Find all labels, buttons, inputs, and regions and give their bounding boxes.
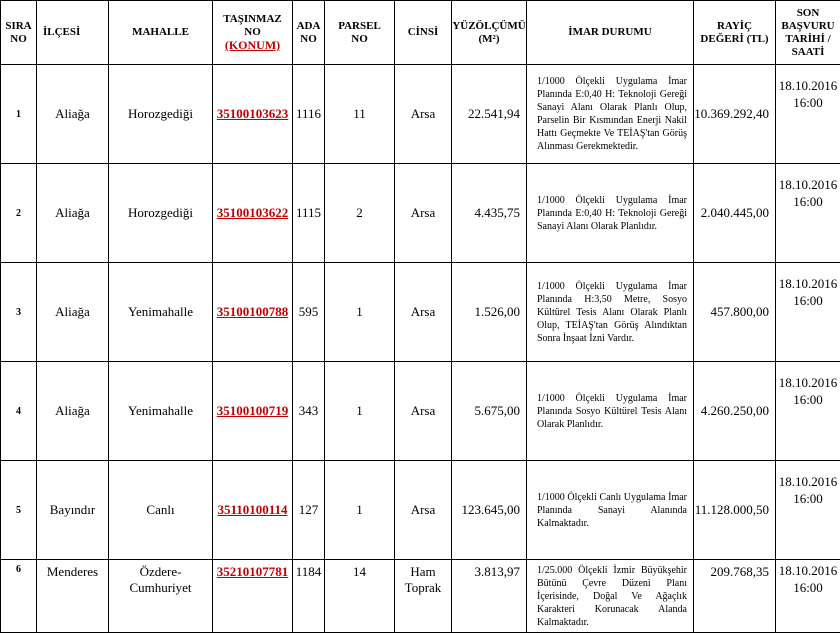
tasinmaz-cell [213, 263, 293, 362]
cell-line: Arsa [395, 502, 451, 518]
table-row [1, 263, 840, 362]
tasinmaz-cell [213, 164, 293, 263]
son-basvuru-tarih: 18.10.2016 [776, 176, 840, 193]
yuzolcumu-cell: 123.645,00 [452, 461, 527, 560]
col-header-sira: SIRA NO [1, 1, 37, 65]
ada-cell: 343 [293, 362, 325, 461]
tasinmaz-cell [213, 65, 293, 164]
imar-durumu-cell: 1/1000 Ölçekli Uygulama İmar Planında E:0,40 H: Teknoloji Gereği Sanayi Alanı Olarak Planlı Olup, Parselin Bir Kısmından Enerji Nakil Hattı Geçmekte Ve TEİAŞ'tan Görüş Alınması Gerekmektedir. [527, 65, 694, 164]
parsel-cell: 2 [325, 164, 395, 263]
son-basvuru-cell [776, 560, 840, 633]
ada-cell: 1115 [293, 164, 325, 263]
rayic-degeri-cell: 10.369.292,40 [694, 65, 776, 164]
tasinmaz-cell [213, 560, 293, 633]
yuzolcumu-cell: 3.813,97 [452, 560, 527, 633]
col-header-cinsi: CİNSİ [395, 1, 452, 65]
ada-cell: 127 [293, 461, 325, 560]
parsel-cell: 1 [325, 362, 395, 461]
row-number: 2 [1, 164, 37, 263]
cell-line: Toprak [395, 580, 451, 596]
son-basvuru-tarih: 18.10.2016 [776, 77, 840, 94]
son-basvuru-tarih: 18.10.2016 [776, 562, 840, 579]
parsel-cell: 1 [325, 263, 395, 362]
son-basvuru-cell [776, 263, 840, 362]
parsel-cell: 11 [325, 65, 395, 164]
son-basvuru-saat: 16:00 [776, 193, 840, 210]
row-number: 6 [1, 560, 37, 633]
son-basvuru-saat: 16:00 [776, 579, 840, 596]
rayic-degeri-cell: 11.128.000,50 [694, 461, 776, 560]
cell-line: Özdere- [109, 564, 212, 580]
col-header-tasinmaz: TAŞINMAZ NO (KONUM) [213, 1, 293, 65]
cell-line: Ham [395, 564, 451, 580]
col-header-yuzolcumu: YÜZÖLÇÜMÜ (M²) [452, 1, 527, 65]
cinsi-cell [395, 164, 452, 263]
rayic-degeri-cell: 457.800,00 [694, 263, 776, 362]
son-basvuru-tarih: 18.10.2016 [776, 275, 840, 292]
cinsi-cell [395, 263, 452, 362]
son-basvuru-saat: 16:00 [776, 490, 840, 507]
col-header-imar: İMAR DURUMU [527, 1, 694, 65]
son-basvuru-cell [776, 461, 840, 560]
col-header-son-basvuru: SON BAŞVURU TARİHİ / SAATİ [776, 1, 840, 65]
row-number: 3 [1, 263, 37, 362]
cinsi-cell [395, 461, 452, 560]
tasinmaz-cell [213, 461, 293, 560]
cinsi-cell [395, 65, 452, 164]
col-header-parsel: PARSEL NO [325, 1, 395, 65]
son-basvuru-saat: 16:00 [776, 391, 840, 408]
imar-durumu-cell: 1/1000 Ölçekli Uygulama İmar Planında E:0,40 H: Teknoloji Gereği Sanayi Alanı Olarak Planlıdır. [527, 164, 694, 263]
son-basvuru-cell [776, 362, 840, 461]
col-header-rayic: RAYİÇ DEĞERİ (TL) [694, 1, 776, 65]
parsel-cell: 1 [325, 461, 395, 560]
table-row [1, 65, 840, 164]
mahalle-cell [109, 560, 213, 633]
mahalle-cell [109, 65, 213, 164]
row-number: 4 [1, 362, 37, 461]
table-body [1, 65, 840, 633]
rayic-degeri-cell: 2.040.445,00 [694, 164, 776, 263]
ilce-cell: Aliağa [37, 65, 109, 164]
tasinmaz-link[interactable]: 35100100719 [217, 403, 289, 418]
son-basvuru-tarih: 18.10.2016 [776, 473, 840, 490]
tasinmaz-link[interactable]: 35100103622 [217, 205, 289, 220]
son-basvuru-cell [776, 164, 840, 263]
col-header-ada: ADA NO [293, 1, 325, 65]
table-row [1, 461, 840, 560]
yuzolcumu-cell: 22.541,94 [452, 65, 527, 164]
cell-line: Arsa [395, 403, 451, 419]
ilce-cell: Aliağa [37, 263, 109, 362]
cinsi-cell [395, 362, 452, 461]
cell-line: Horozgediği [109, 106, 212, 122]
cell-line: Arsa [395, 106, 451, 122]
son-basvuru-tarih: 18.10.2016 [776, 374, 840, 391]
ilce-cell: Aliağa [37, 164, 109, 263]
imar-durumu-cell: 1/1000 Ölçekli Canlı Uygulama İmar Planında Sanayi Alanında Kalmaktadır. [527, 461, 694, 560]
table-header-row [1, 1, 840, 65]
mahalle-cell [109, 461, 213, 560]
yuzolcumu-cell: 5.675,00 [452, 362, 527, 461]
tasinmaz-link[interactable]: 35100100788 [217, 304, 289, 319]
row-number: 5 [1, 461, 37, 560]
mahalle-cell [109, 263, 213, 362]
ada-cell: 1184 [293, 560, 325, 633]
tasinmaz-cell [213, 362, 293, 461]
imar-durumu-cell: 1/25.000 Ölçekli İzmir Büyükşehir Bütünü Çevre Düzeni Planı İçerisinde, Doğal Ve Ağaçlık Karakteri Korunacak Alanda Kalmaktadır. [527, 560, 694, 633]
table-row [1, 560, 840, 633]
yuzolcumu-cell: 4.435,75 [452, 164, 527, 263]
cell-line: Canlı [109, 502, 212, 518]
table-row [1, 164, 840, 263]
parsel-cell: 14 [325, 560, 395, 633]
rayic-degeri-cell: 4.260.250,00 [694, 362, 776, 461]
ilce-cell: Bayındır [37, 461, 109, 560]
cinsi-cell [395, 560, 452, 633]
ilce-cell: Aliağa [37, 362, 109, 461]
cell-line: Horozgediği [109, 205, 212, 221]
cell-line: Yenimahalle [109, 403, 212, 419]
cell-line: Arsa [395, 205, 451, 221]
tasinmaz-link[interactable]: 35110100114 [217, 502, 287, 517]
ilce-cell: Menderes [37, 560, 109, 633]
table-row [1, 362, 840, 461]
cell-line: Arsa [395, 304, 451, 320]
col-header-ilcesi: İLÇESİ [37, 1, 109, 65]
cell-line: Yenimahalle [109, 304, 212, 320]
yuzolcumu-cell: 1.526,00 [452, 263, 527, 362]
tasinmaz-link[interactable]: 35100103623 [217, 106, 289, 121]
tasinmaz-link[interactable]: 35210107781 [217, 564, 289, 579]
row-number: 1 [1, 65, 37, 164]
imar-durumu-cell: 1/1000 Ölçekli Uygulama İmar Planında Sosyo Kültürel Tesis Alanı Olarak Planlıdır. [527, 362, 694, 461]
konum-link[interactable]: (KONUM) [213, 39, 292, 52]
rayic-degeri-cell: 209.768,35 [694, 560, 776, 633]
imar-durumu-cell: 1/1000 Ölçekli Uygulama İmar Planında H:3,50 Metre, Sosyo Kültürel Tesis Alanı Olarak Planlı Olup, TEİAŞ'tan Görüş Alındıktan Sonra İnşaat İzni Vardır. [527, 263, 694, 362]
son-basvuru-saat: 16:00 [776, 292, 840, 309]
cell-line: Cumhuriyet [109, 580, 212, 596]
ada-cell: 1116 [293, 65, 325, 164]
ada-cell: 595 [293, 263, 325, 362]
mahalle-cell [109, 164, 213, 263]
mahalle-cell [109, 362, 213, 461]
son-basvuru-saat: 16:00 [776, 94, 840, 111]
col-header-mahalle: MAHALLE [109, 1, 213, 65]
son-basvuru-cell [776, 65, 840, 164]
